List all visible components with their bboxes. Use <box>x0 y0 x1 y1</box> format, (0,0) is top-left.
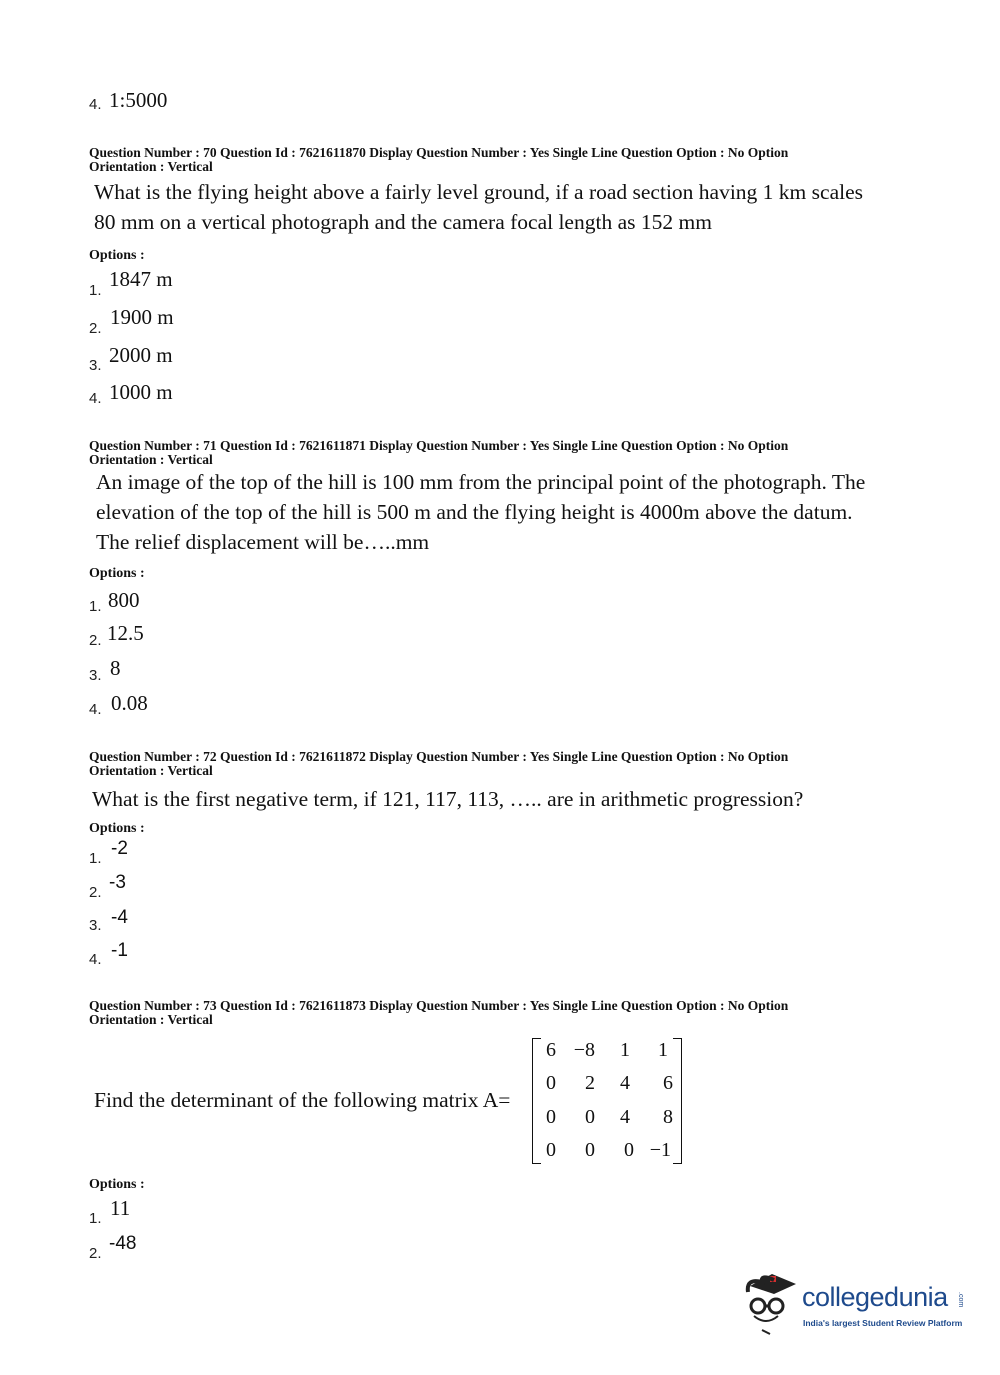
question-meta-73: Question Number : 73 Question Id : 7621611873 Display Question Number : Yes Single Line Question Option : No Option Orientation : Vertical <box>89 998 789 1027</box>
option-value: 12.5 <box>107 621 144 645</box>
option-value: 0.08 <box>111 691 148 715</box>
option-value: -4 <box>111 907 128 928</box>
option-value: 1000 m <box>109 380 173 404</box>
question-text-71: An image of the top of the hill is 100 mm from the principal point of the photograph. The elevation of the top of the hill is 500 m and the flying height is 4000m above the datum. The relief displacement will be…..mm <box>96 470 866 554</box>
options-label: Options : <box>89 566 145 581</box>
matrix-cell: −1 <box>649 1139 671 1161</box>
matrix-cell: 8 <box>663 1106 673 1128</box>
option-number: 1. <box>89 598 102 615</box>
matrix-cell: 0 <box>585 1139 595 1161</box>
option-value: -1 <box>111 940 128 961</box>
matrix-cell: 0 <box>624 1139 634 1161</box>
option-value: 800 <box>108 588 140 612</box>
option-number: 1. <box>89 282 102 299</box>
matrix-cell: 0 <box>585 1106 595 1128</box>
matrix-cell: 0 <box>546 1106 556 1128</box>
collegedunia-logo <box>740 1268 970 1338</box>
matrix-cell: 1 <box>658 1039 668 1061</box>
matrix-bracket-right <box>673 1038 682 1164</box>
option-value: 1:5000 <box>109 88 168 112</box>
logo-tagline: India's largest Student Review Platform <box>803 1318 963 1328</box>
options-label: Options : <box>89 1177 145 1192</box>
option-value: 2000 m <box>109 343 173 367</box>
question-text-72: What is the first negative term, if 121, 117, 113, ….. are in arithmetic progression? <box>92 787 804 811</box>
option-number: 1. <box>89 1210 102 1227</box>
matrix <box>532 1038 682 1164</box>
matrix-cell: 4 <box>620 1072 630 1094</box>
option-number: 1. <box>89 850 102 867</box>
matrix-cell: 2 <box>585 1072 595 1094</box>
question-meta-72: Question Number : 72 Question Id : 7621611872 Display Question Number : Yes Single Line Question Option : No Option Orientation : Vertical <box>89 749 789 778</box>
question-meta-70: Question Number : 70 Question Id : 7621611870 Display Question Number : Yes Single Line Question Option : No Option Orientation : Vertical <box>89 145 789 174</box>
matrix-cell: 0 <box>546 1072 556 1094</box>
logo-name: collegedunia <box>802 1282 948 1312</box>
option-number: 2. <box>89 884 102 901</box>
question-meta-71: Question Number : 71 Question Id : 7621611871 Display Question Number : Yes Single Line Question Option : No Option Orientation : Vertical <box>89 438 789 467</box>
matrix-cell: 0 <box>546 1139 556 1161</box>
option-value: -2 <box>111 838 128 859</box>
mascot-icon <box>740 1268 802 1336</box>
logo-suffix: .com <box>957 1292 964 1308</box>
option-value: 8 <box>110 656 121 680</box>
option-number: 4. <box>89 96 102 113</box>
option-value: -3 <box>109 872 126 893</box>
matrix-cell: 6 <box>546 1039 556 1061</box>
option-number: 4. <box>89 701 102 718</box>
option-number: 2. <box>89 1245 102 1262</box>
option-value: 1900 m <box>110 305 174 329</box>
option-number: 4. <box>89 390 102 407</box>
option-number: 3. <box>89 357 102 374</box>
option-number: 3. <box>89 917 102 934</box>
option-number: 2. <box>89 632 102 649</box>
option-number: 3. <box>89 667 102 684</box>
option-number: 2. <box>89 320 102 337</box>
matrix-cell: −8 <box>573 1039 595 1061</box>
option-value: 1847 m <box>109 267 173 291</box>
matrix-cell: 6 <box>663 1072 673 1094</box>
option-value: 11 <box>110 1196 131 1220</box>
question-text-70: What is the flying height above a fairly level ground, if a road section having 1 km scales 80 mm on a vertical photograph and the camera focal length as 152 mm <box>94 180 863 234</box>
options-label: Options : <box>89 821 145 836</box>
question-text-73: Find the determinant of the following matrix A= <box>94 1088 511 1112</box>
option-number: 4. <box>89 951 102 968</box>
options-label: Options : <box>89 248 145 263</box>
matrix-cell: 4 <box>620 1106 630 1128</box>
option-value: -48 <box>109 1233 137 1254</box>
matrix-cell: 1 <box>620 1039 630 1061</box>
